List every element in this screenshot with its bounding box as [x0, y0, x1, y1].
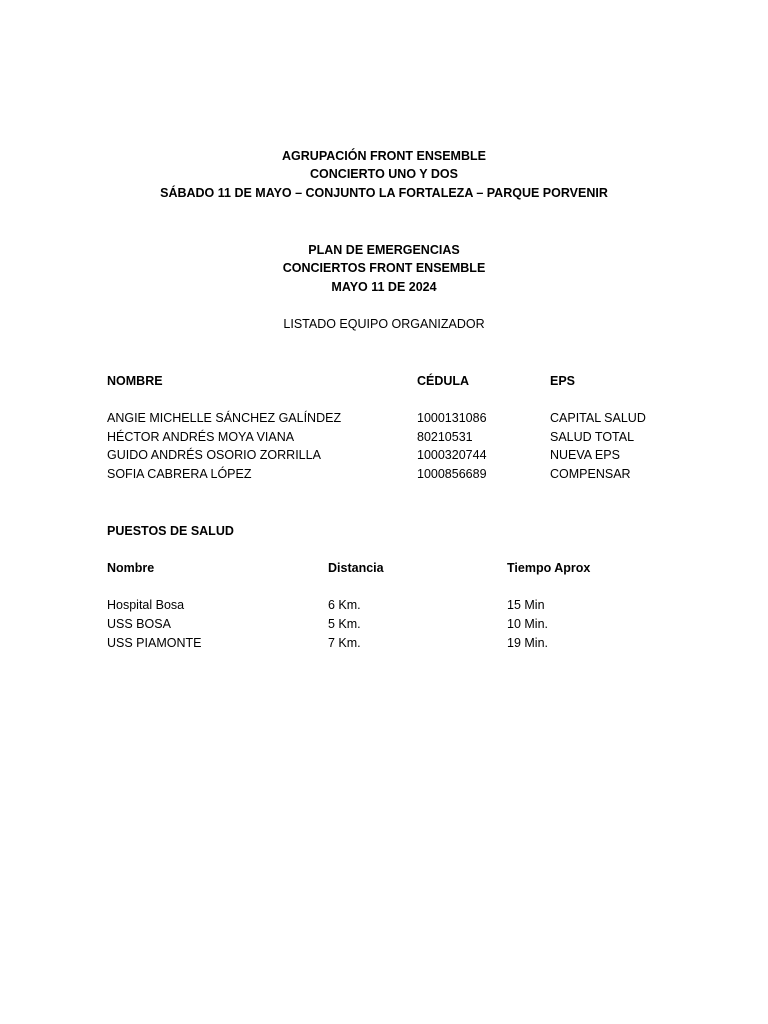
table-row: [0, 596, 768, 614]
header-event-details: SÁBADO 11 DE MAYO – CONJUNTO LA FORTALEZA – PARQUE PORVENIR: [160, 186, 608, 200]
team-header-name: NOMBRE: [107, 374, 163, 388]
health-name: USS PIAMONTE: [107, 636, 202, 650]
team-list-title: LISTADO EQUIPO ORGANIZADOR: [283, 317, 485, 331]
team-eps: CAPITAL SALUD: [550, 411, 646, 425]
team-table-header: [0, 372, 768, 390]
health-header-distance: Distancia: [328, 561, 384, 575]
health-header-time: Tiempo Aprox: [507, 561, 591, 575]
team-header-cedula: CÉDULA: [417, 374, 470, 388]
team-eps: NUEVA EPS: [550, 448, 620, 462]
table-row: [0, 634, 768, 652]
health-table-header: [0, 559, 768, 577]
team-name: SOFIA CABRERA LÓPEZ: [107, 467, 252, 481]
team-cedula: 80210531: [417, 430, 473, 444]
table-row: [0, 409, 768, 427]
health-distance: 6 Km.: [328, 598, 361, 612]
health-section-title: PUESTOS DE SALUD: [107, 524, 234, 538]
team-cedula: 1000856689: [417, 467, 487, 481]
health-time: 15 Min: [507, 598, 545, 612]
health-name: USS BOSA: [107, 617, 171, 631]
team-cedula: 1000131086: [417, 411, 487, 425]
table-row: [0, 615, 768, 633]
header-org-name: AGRUPACIÓN FRONT ENSEMBLE: [282, 149, 486, 163]
plan-subtitle: CONCIERTOS FRONT ENSEMBLE: [282, 261, 486, 275]
team-cedula: 1000320744: [417, 448, 487, 462]
team-eps: SALUD TOTAL: [550, 430, 635, 444]
team-eps: COMPENSAR: [550, 467, 631, 481]
health-name: Hospital Bosa: [107, 598, 185, 612]
health-time: 10 Min.: [507, 617, 548, 631]
plan-title: PLAN DE EMERGENCIAS: [308, 243, 460, 257]
plan-date: MAYO 11 DE 2024: [331, 280, 437, 294]
health-distance: 5 Km.: [328, 617, 361, 631]
table-row: [0, 428, 768, 446]
team-name: HÉCTOR ANDRÉS MOYA VIANA: [107, 430, 295, 444]
health-time: 19 Min.: [507, 636, 548, 650]
table-row: [0, 446, 768, 464]
team-name: GUIDO ANDRÉS OSORIO ZORRILLA: [107, 448, 321, 462]
header-concert-title: CONCIERTO UNO Y DOS: [310, 167, 458, 181]
table-row: [0, 465, 768, 483]
health-distance: 7 Km.: [328, 636, 361, 650]
team-name: ANGIE MICHELLE SÁNCHEZ GALÍNDEZ: [107, 411, 342, 425]
team-header-eps: EPS: [550, 374, 576, 388]
health-header-name: Nombre: [107, 561, 155, 575]
